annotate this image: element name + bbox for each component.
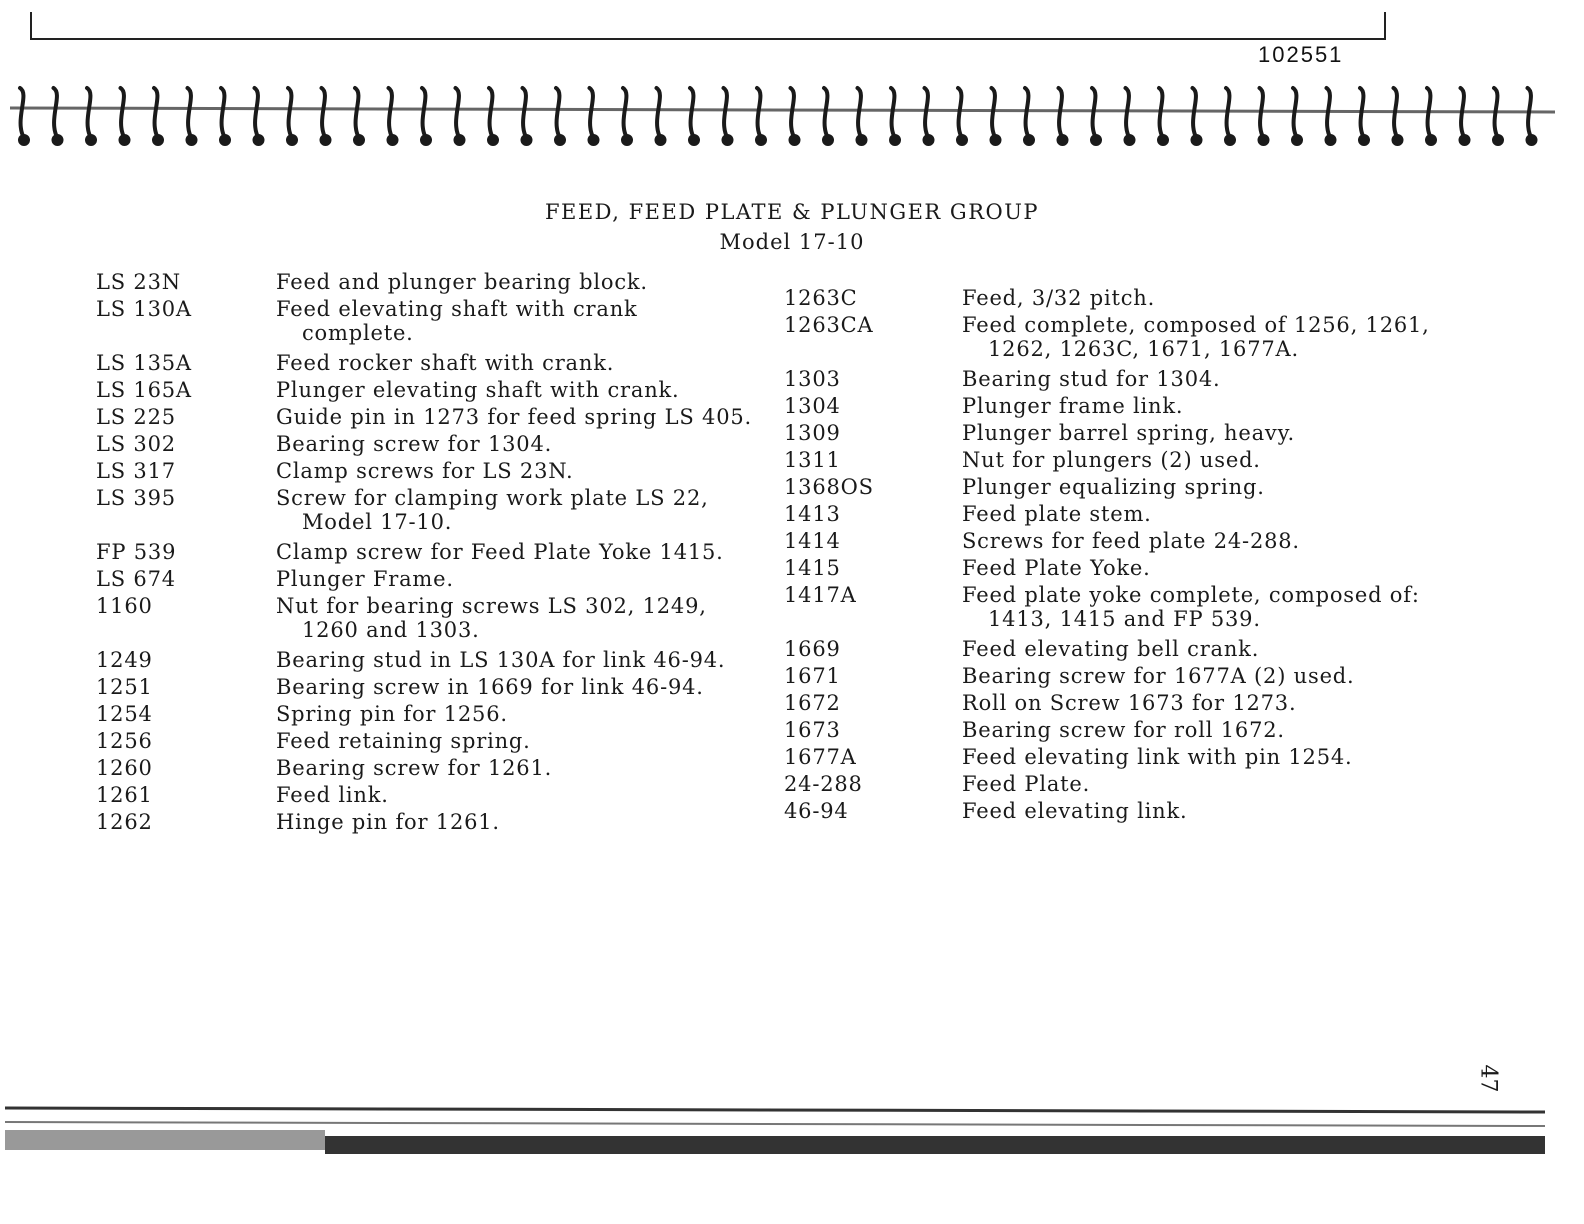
spiral-binding xyxy=(10,80,1555,150)
part-number: 1669 xyxy=(784,637,841,661)
binding-hole xyxy=(121,136,129,144)
binding-coil xyxy=(858,88,862,138)
part-number: LS 225 xyxy=(96,405,176,429)
part-description-line: Feed elevating shaft with crank xyxy=(276,297,638,321)
binding-coil xyxy=(925,88,929,138)
part-description xyxy=(276,783,389,807)
binding-coil xyxy=(891,88,895,138)
part-description-line: Plunger Frame. xyxy=(276,567,454,591)
page-number: 47 xyxy=(1475,1064,1501,1093)
part-description xyxy=(962,637,1259,661)
part-description xyxy=(276,459,574,483)
part-description-line: Screw for clamping work plate LS 22, xyxy=(276,486,709,510)
top-rule xyxy=(30,12,1386,40)
part-description-line: Bearing stud in LS 130A for link 46-94. xyxy=(276,648,726,672)
binding-hole xyxy=(690,136,698,144)
binding-coil xyxy=(456,88,460,138)
binding-coil xyxy=(1159,88,1163,138)
part-description xyxy=(276,405,752,429)
binding-coil xyxy=(154,88,158,138)
part-description-line: Bearing screw for 1677A (2) used. xyxy=(962,664,1355,688)
part-description-line: Feed link. xyxy=(276,783,389,807)
part-description-line: Feed plate stem. xyxy=(962,502,1152,526)
part-description xyxy=(962,394,1183,418)
binding-hole xyxy=(523,136,531,144)
part-description xyxy=(962,772,1090,796)
binding-hole xyxy=(1092,136,1100,144)
part-description-line: Plunger equalizing spring. xyxy=(962,475,1265,499)
part-number: LS 317 xyxy=(96,459,176,483)
part-number: 1414 xyxy=(784,529,841,553)
part-number: LS 302 xyxy=(96,432,176,456)
part-description-line: Bearing screw for roll 1672. xyxy=(962,718,1285,742)
binding-hole xyxy=(891,136,899,144)
binding-hole xyxy=(724,136,732,144)
part-description xyxy=(962,367,1221,391)
part-number: 1311 xyxy=(784,448,841,472)
part-description-continued: Model 17-10. xyxy=(302,510,453,534)
binding-coil xyxy=(523,88,527,138)
part-number: 1673 xyxy=(784,718,841,742)
binding-hole xyxy=(1360,136,1368,144)
part-description xyxy=(962,475,1265,499)
binding-hole xyxy=(54,136,62,144)
part-number: 46-94 xyxy=(784,799,849,823)
binding-hole xyxy=(1025,136,1033,144)
part-number: 1677A xyxy=(784,745,857,769)
binding-coil xyxy=(1226,88,1230,138)
binding-hole xyxy=(1260,136,1268,144)
part-description-line: Nut for plungers (2) used. xyxy=(962,448,1261,472)
part-description xyxy=(276,810,500,834)
part-number: 1262 xyxy=(96,810,153,834)
binding-hole xyxy=(1394,136,1402,144)
part-description xyxy=(962,556,1151,580)
part-description xyxy=(962,799,1188,823)
binding-coil xyxy=(1293,88,1297,138)
part-description-line: Feed elevating link with pin 1254. xyxy=(962,745,1353,769)
binding-hole xyxy=(154,136,162,144)
part-description-line: Feed elevating link. xyxy=(962,799,1188,823)
part-description xyxy=(276,540,724,564)
part-description xyxy=(276,351,614,375)
binding-hole xyxy=(623,136,631,144)
part-description-line: Bearing screw for 1261. xyxy=(276,756,553,780)
binding-hole xyxy=(925,136,933,144)
binding-coil xyxy=(724,88,728,138)
part-description-line: Spring pin for 1256. xyxy=(276,702,508,726)
binding-hole xyxy=(556,136,564,144)
binding-coil xyxy=(1327,88,1331,138)
binding-hole xyxy=(422,136,430,144)
part-description xyxy=(276,594,707,642)
binding-hole xyxy=(322,136,330,144)
binding-coil xyxy=(1193,88,1197,138)
binding-hole xyxy=(1126,136,1134,144)
binding-hole xyxy=(1461,136,1469,144)
binding-coil xyxy=(791,88,795,138)
part-number: LS 165A xyxy=(96,378,192,402)
part-description-line: Clamp screw for Feed Plate Yoke 1415. xyxy=(276,540,724,564)
part-description xyxy=(962,421,1295,445)
part-number: 1304 xyxy=(784,394,841,418)
part-description xyxy=(962,502,1152,526)
binding-hole xyxy=(858,136,866,144)
binding-hole xyxy=(791,136,799,144)
part-number: LS 674 xyxy=(96,567,176,591)
part-description xyxy=(276,702,508,726)
binding-hole xyxy=(824,136,832,144)
binding-hole xyxy=(1159,136,1167,144)
binding-hole xyxy=(255,136,263,144)
part-description-line: Bearing stud for 1304. xyxy=(962,367,1221,391)
binding-hole xyxy=(657,136,665,144)
part-description xyxy=(962,583,1420,631)
part-description-line: Feed rocker shaft with crank. xyxy=(276,351,615,375)
part-description xyxy=(962,286,1155,310)
part-number: 1160 xyxy=(96,594,153,618)
binding-hole xyxy=(489,136,497,144)
part-description-line: Feed and plunger bearing block. xyxy=(276,270,648,294)
book-bottom-edge xyxy=(5,1100,1545,1160)
binding-coil xyxy=(623,88,627,138)
part-number: 1256 xyxy=(96,729,153,753)
part-number: 1672 xyxy=(784,691,841,715)
part-description xyxy=(276,567,454,591)
binding-coil xyxy=(87,88,91,138)
part-description-line: Hinge pin for 1261. xyxy=(276,810,500,834)
part-description-line: Feed, 3/32 pitch. xyxy=(962,286,1156,310)
binding-hole xyxy=(20,136,28,144)
binding-hole xyxy=(992,136,1000,144)
part-number: 1413 xyxy=(784,502,841,526)
part-number: LS 130A xyxy=(96,297,192,321)
part-number: 1671 xyxy=(784,664,841,688)
binding-coil xyxy=(54,88,58,138)
binding-hole xyxy=(757,136,765,144)
binding-coil xyxy=(757,88,761,138)
page-subtitle: Model 17-10 xyxy=(719,230,865,254)
part-description-line: Feed elevating bell crank. xyxy=(962,637,1260,661)
binding-coil xyxy=(288,88,292,138)
binding-coil xyxy=(121,88,125,138)
binding-coil xyxy=(958,88,962,138)
binding-hole xyxy=(1293,136,1301,144)
part-description-line: Feed Plate. xyxy=(962,772,1091,796)
part-description-line: Nut for bearing screws LS 302, 1249, xyxy=(276,594,707,618)
part-number: 1415 xyxy=(784,556,841,580)
part-description-line: Feed plate yoke complete, composed of: xyxy=(962,583,1420,607)
binding-coil xyxy=(221,88,225,138)
binding-hole xyxy=(1059,136,1067,144)
binding-coil xyxy=(389,88,393,138)
part-number: 1260 xyxy=(96,756,153,780)
binding-coil xyxy=(1092,88,1096,138)
part-description-line: Plunger frame link. xyxy=(962,394,1184,418)
part-description xyxy=(276,675,704,699)
part-description-continued: 1262, 1263C, 1671, 1677A. xyxy=(988,337,1299,361)
binding-coil xyxy=(824,88,828,138)
binding-hole xyxy=(456,136,464,144)
binding-coil xyxy=(20,88,24,138)
part-description xyxy=(962,691,1296,715)
binding-coil xyxy=(556,88,560,138)
part-description xyxy=(962,718,1285,742)
part-number: 1368OS xyxy=(784,475,874,499)
part-description-line: Feed retaining spring. xyxy=(276,729,531,753)
binding-hole xyxy=(288,136,296,144)
binding-hole xyxy=(1226,136,1234,144)
part-description xyxy=(962,664,1355,688)
binding-coil xyxy=(1260,88,1264,138)
part-number: 1263C xyxy=(784,286,858,310)
binding-hole xyxy=(1327,136,1335,144)
part-number: 1261 xyxy=(96,783,153,807)
part-description-line: Screws for feed plate 24-288. xyxy=(962,529,1300,553)
page-title: FEED, FEED PLATE & PLUNGER GROUP xyxy=(544,200,1040,224)
part-description xyxy=(962,448,1261,472)
part-number: LS 395 xyxy=(96,486,176,510)
part-number: 24-288 xyxy=(784,772,863,796)
binding-coil xyxy=(255,88,259,138)
part-description xyxy=(276,270,648,294)
part-description-continued: 1413, 1415 and FP 539. xyxy=(988,607,1261,631)
binding-coil xyxy=(322,88,326,138)
part-description xyxy=(276,297,638,345)
binding-hole xyxy=(87,136,95,144)
part-description xyxy=(962,313,1430,361)
binding-coil xyxy=(422,88,426,138)
part-description xyxy=(276,432,552,456)
binding-hole xyxy=(1193,136,1201,144)
part-description xyxy=(276,486,709,534)
part-description-line: Bearing screw in 1669 for link 46-94. xyxy=(276,675,704,699)
part-number: 1249 xyxy=(96,648,153,672)
binding-hole xyxy=(1528,136,1536,144)
part-description-continued: complete. xyxy=(302,321,414,345)
part-description-line: Guide pin in 1273 for feed spring LS 405. xyxy=(276,405,753,429)
binding-hole xyxy=(389,136,397,144)
part-description-line: Clamp screws for LS 23N. xyxy=(276,459,574,483)
binding-coil xyxy=(992,88,996,138)
part-description-line: Feed complete, composed of 1256, 1261, xyxy=(962,313,1430,337)
document-number: 102551 xyxy=(1258,42,1344,67)
binding-hole xyxy=(221,136,229,144)
part-number: 1303 xyxy=(784,367,841,391)
part-description-line: Plunger elevating shaft with crank. xyxy=(276,378,680,402)
part-description-line: Feed Plate Yoke. xyxy=(962,556,1151,580)
part-description xyxy=(276,378,680,402)
part-description xyxy=(962,745,1353,769)
part-description xyxy=(276,756,552,780)
binding-hole xyxy=(1494,136,1502,144)
binding-coil xyxy=(657,88,661,138)
part-number: LS 23N xyxy=(96,270,181,294)
binding-coil xyxy=(690,88,694,138)
binding-coil xyxy=(1059,88,1063,138)
binding-hole xyxy=(188,136,196,144)
part-number: FP 539 xyxy=(96,540,177,564)
part-description-line: Plunger barrel spring, heavy. xyxy=(962,421,1295,445)
binding-coil xyxy=(489,88,493,138)
binding-coil xyxy=(188,88,192,138)
binding-hole xyxy=(355,136,363,144)
binding-coil xyxy=(1025,88,1029,138)
part-description xyxy=(962,529,1300,553)
part-number: 1309 xyxy=(784,421,841,445)
binding-hole xyxy=(1427,136,1435,144)
part-number: LS 135A xyxy=(96,351,192,375)
part-number: 1254 xyxy=(96,702,153,726)
binding-hole xyxy=(590,136,598,144)
binding-coil xyxy=(355,88,359,138)
binding-coil xyxy=(1126,88,1130,138)
part-description xyxy=(276,648,725,672)
part-number: 1251 xyxy=(96,675,153,699)
part-description-continued: 1260 and 1303. xyxy=(302,618,480,642)
part-description xyxy=(276,729,531,753)
part-description-line: Bearing screw for 1304. xyxy=(276,432,553,456)
part-number: 1263CA xyxy=(784,313,874,337)
part-description-line: Roll on Screw 1673 for 1273. xyxy=(962,691,1297,715)
part-number: 1417A xyxy=(784,583,857,607)
binding-hole xyxy=(958,136,966,144)
binding-coil xyxy=(590,88,594,138)
